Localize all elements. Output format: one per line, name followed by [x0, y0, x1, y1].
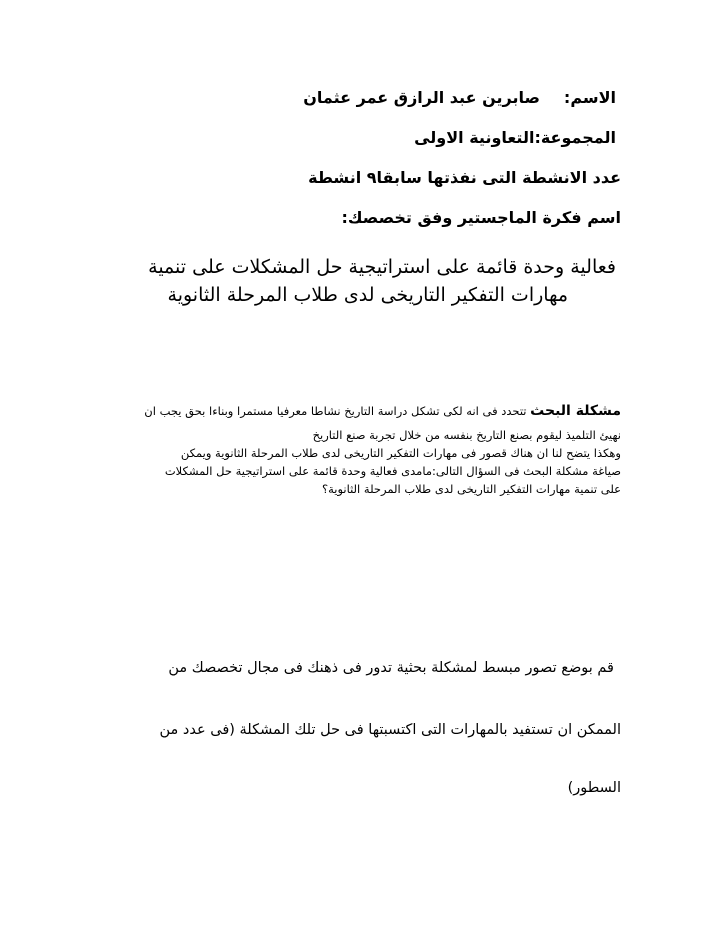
group-label: المجموعة:	[534, 128, 616, 147]
task-line3: السطور)	[567, 780, 621, 796]
research-problem-line5: على تنمية مهارات التفكير التاريخى لدى طلاب المرحلة الثانوية؟	[321, 482, 621, 496]
name-value: صابرين عبد الرازق عمر عثمان	[303, 88, 540, 107]
name-label: الاسم:	[563, 88, 616, 107]
group-value: التعاونية الاولى	[414, 128, 535, 147]
research-problem-line2: نهيئ التلميذ ليقوم بصنع التاريخ بنفسه من خلال تجربة صنع التاريخ	[312, 428, 621, 442]
thesis-title-line1: فعالية وحدة قائمة على استراتيجية حل المشكلات على تنمية	[148, 256, 616, 278]
task-line2: الممكن ان تستفيد بالمهارات التى اكتسبتها فى حل تلك المشكلة (فى عدد من	[159, 722, 621, 738]
thesis-title-line2: مهارات التفكير التاريخى لدى طلاب المرحلة الثانوية	[167, 284, 568, 306]
task-line1: قم بوضع تصور مبسط لمشكلة بحثية تدور فى ذهنك فى مجال تخصصك من	[168, 660, 614, 676]
research-problem-line3: وهكذا يتضح لنا ان هناك قصور فى مهارات التفكير التاريخى لدى طلاب المرحلة الثانوية ويمكن	[180, 446, 621, 460]
name-line	[303, 88, 616, 107]
research-problem-label: مشكلة البحث	[530, 403, 621, 419]
thesis-label: اسم فكرة الماجستير وفق تخصصك:	[341, 208, 621, 227]
research-problem-line1: مشكلة البحث تتحدد فى انه لكى تشكل دراسة التاريخ نشاطا معرفيا مستمرا وبناءا بحق يجب ان	[144, 403, 621, 419]
research-problem-line4: صياغة مشكلة البحث فى السؤال التالى:مامدى فعالية وحدة قائمة على استراتيجية حل المشكلات	[164, 464, 621, 478]
group-line	[414, 128, 616, 147]
activities-line: عدد الانشطة التى نفذتها سابقا٩ انشطة	[308, 168, 621, 187]
